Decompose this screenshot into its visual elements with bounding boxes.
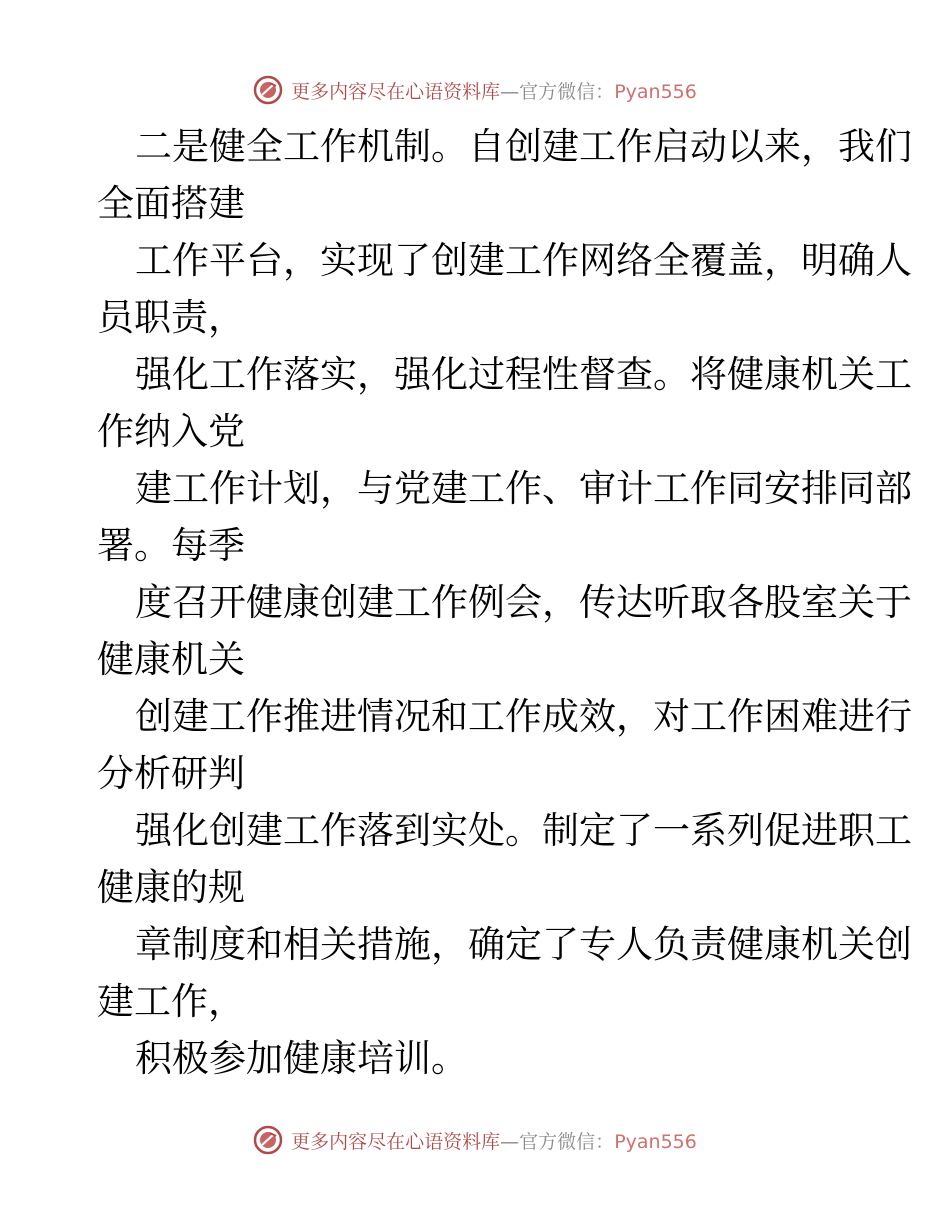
watermark-wechat-id: Pyan556 xyxy=(614,80,697,103)
text-line: 建工作， xyxy=(97,980,245,1023)
text-line: 强化创建工作落到实处。制定了一系列促进职工 xyxy=(135,809,912,852)
text-line: 全面搭建 xyxy=(97,182,245,225)
watermark-text xyxy=(291,1127,697,1154)
text-line: 健康的规 xyxy=(97,866,245,909)
red-circular-seal-icon xyxy=(253,1125,283,1155)
watermark-text xyxy=(291,77,697,104)
text-line: 作纳入党 xyxy=(97,410,245,453)
text-line: 员职责， xyxy=(97,296,245,339)
paragraph xyxy=(97,118,912,1087)
text-line: 章制度和相关措施，确定了专人负责健康机关创 xyxy=(135,923,912,966)
text-line: 强化工作落实，强化过程性督查。将健康机关工 xyxy=(135,353,912,396)
text-line: 健康机关 xyxy=(97,638,245,681)
text-line: 积极参加健康培训。 xyxy=(135,1037,468,1080)
text-line: 分析研判 xyxy=(97,752,245,795)
header-watermark xyxy=(0,70,950,110)
text-line: 二是健全工作机制。自创建工作启动以来，我们 xyxy=(135,125,912,168)
text-line: 建工作计划，与党建工作、审计工作同安排同部 xyxy=(135,467,912,510)
footer-watermark xyxy=(0,1120,950,1160)
watermark-brand: 更多内容尽在心语资料库 xyxy=(291,1130,501,1153)
document-body xyxy=(97,118,912,1087)
red-circular-seal-icon xyxy=(253,75,283,105)
text-line: 度召开健康创建工作例会，传达听取各股室关于 xyxy=(135,581,912,624)
watermark-separator: — xyxy=(500,80,520,103)
text-line: 署。每季 xyxy=(97,524,245,567)
watermark-separator: — xyxy=(500,1130,520,1153)
text-line: 工作平台，实现了创建工作网络全覆盖，明确人 xyxy=(135,239,912,282)
watermark-brand: 更多内容尽在心语资料库 xyxy=(291,80,501,103)
watermark-wechat-label: 官方微信： xyxy=(519,80,615,103)
watermark-wechat-label: 官方微信： xyxy=(519,1130,615,1153)
watermark-wechat-id: Pyan556 xyxy=(614,1130,697,1153)
text-line: 创建工作推进情况和工作成效，对工作困难进行 xyxy=(135,695,912,738)
